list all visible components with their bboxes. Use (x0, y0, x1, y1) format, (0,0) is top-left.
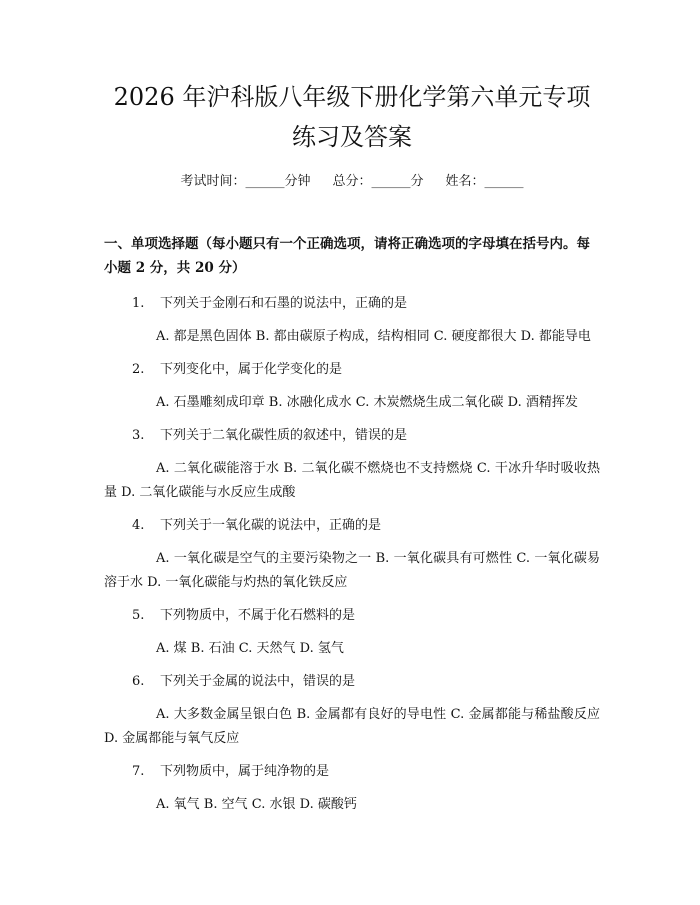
question-options: A. 一氧化碳是空气的主要污染物之一 B. 一氧化碳具有可燃性 C. 一氧化碳易溶于水 D. 一氧化碳能与灼热的氧化铁反应 (104, 551, 600, 590)
question-item (104, 514, 600, 595)
question-item (104, 670, 600, 751)
question-options: A. 大多数金属呈银白色 B. 金属都有良好的导电性 C. 金属都能与稀盐酸反应 D. 金属都能与氧气反应 (104, 707, 600, 746)
question-item (104, 424, 600, 505)
question-text: 下列变化中，属于化学变化的是 (160, 362, 343, 377)
question-item (104, 760, 600, 817)
question-number: 2. (132, 362, 145, 377)
question-stem (104, 514, 600, 538)
exam-time: 考试时间：______分钟 (180, 174, 311, 189)
question-stem (104, 760, 600, 784)
question-text: 下列关于一氧化碳的说法中，正确的是 (160, 518, 382, 533)
question-stem (104, 292, 600, 316)
exam-meta (104, 172, 600, 192)
question-text: 下列关于二氧化碳性质的叙述中，错误的是 (160, 428, 408, 443)
student-name: 姓名：______ (445, 174, 524, 189)
question-stem (104, 358, 600, 382)
title-line-2: 练习及答案 (292, 123, 412, 151)
question-number: 5. (132, 608, 145, 623)
question-item (104, 358, 600, 415)
question-text: 下列关于金属的说法中，错误的是 (160, 674, 356, 689)
title-line-1: 2026 年沪科版八年级下册化学第六单元专项 (113, 83, 591, 111)
question-number: 6. (132, 674, 145, 689)
question-options: A. 都是黑色固体 B. 都由碳原子构成，结构相同 C. 硬度都很大 D. 都能导电 (156, 329, 591, 344)
question-options: A. 石墨雕刻成印章 B. 冰融化成水 C. 木炭燃烧生成二氧化碳 D. 酒精挥发 (156, 395, 578, 410)
question-text: 下列物质中，不属于化石燃料的是 (160, 608, 356, 623)
question-number: 4. (132, 518, 145, 533)
question-text: 下列物质中，属于纯净物的是 (160, 764, 330, 779)
question-options: A. 煤 B. 石油 C. 天然气 D. 氢气 (156, 641, 344, 656)
question-stem (104, 424, 600, 448)
question-stem (104, 670, 600, 694)
question-stem (104, 604, 600, 628)
question-number: 1. (132, 296, 145, 311)
exam-total-score: 总分：______分 (332, 174, 424, 189)
document-title (104, 0, 600, 157)
question-number: 7. (132, 764, 145, 779)
question-item (104, 604, 600, 661)
question-item (104, 292, 600, 349)
question-list (104, 292, 600, 817)
question-number: 3. (132, 428, 145, 443)
question-options: A. 二氧化碳能溶于水 B. 二氧化碳不燃烧也不支持燃烧 C. 干冰升华时吸收热量 D. 二氧化碳能与水反应生成酸 (104, 461, 600, 500)
question-text: 下列关于金刚石和石墨的说法中，正确的是 (160, 296, 408, 311)
question-options: A. 氧气 B. 空气 C. 水银 D. 碳酸钙 (156, 797, 357, 812)
section-heading: 一、单项选择题（每小题只有一个正确选项，请将正确选项的字母填在括号内。每小题 2 分，共 20 分） (104, 236, 590, 276)
